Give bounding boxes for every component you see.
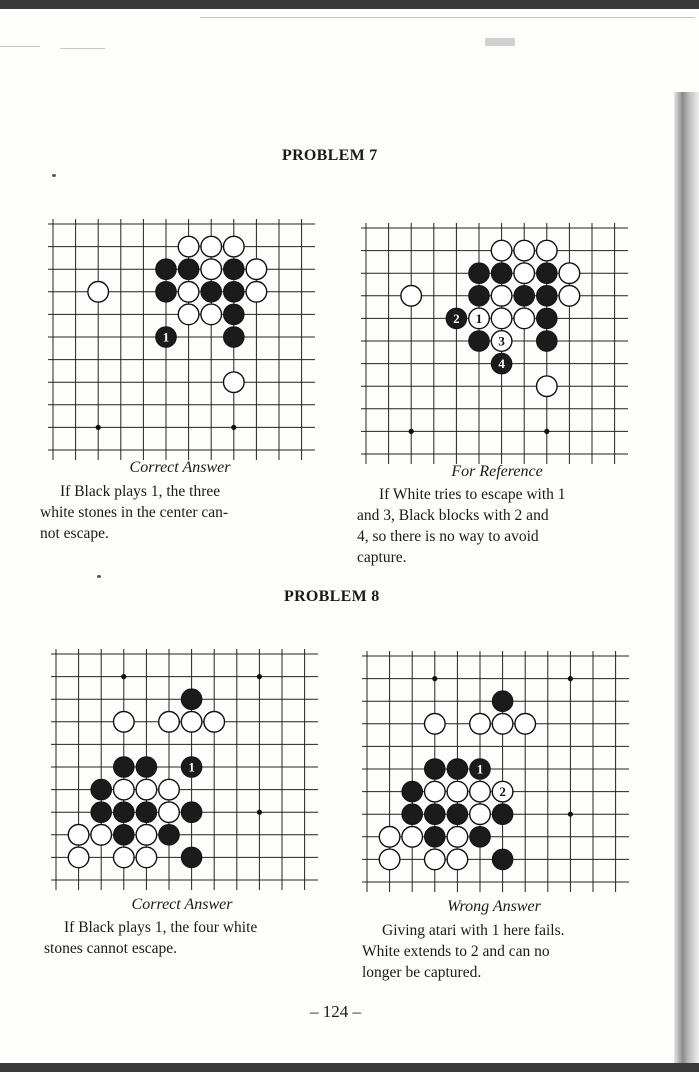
- black-stone: [181, 802, 202, 823]
- scan-artifact-blot: [485, 38, 515, 46]
- white-stone: [470, 804, 491, 825]
- black-stone: [159, 825, 180, 846]
- caption-line: not escape.: [40, 525, 109, 542]
- black-stone: [201, 282, 222, 303]
- caption-body: [357, 484, 657, 568]
- caption-line: longer be captured.: [362, 964, 482, 981]
- page-number: – 124 –: [310, 1002, 361, 1021]
- scan-artifact-line: [0, 46, 40, 47]
- scan-artifact-line: [200, 17, 695, 18]
- viewer-top-bar: [0, 0, 699, 9]
- black-stone: [537, 308, 558, 329]
- stone-move-label: 2: [453, 310, 460, 326]
- caption-body: [40, 481, 330, 544]
- white-stone: [201, 236, 222, 257]
- white-stone: [181, 712, 202, 733]
- caption-body: [44, 917, 334, 959]
- caption-title: Correct Answer: [131, 896, 233, 913]
- star-point: [409, 429, 414, 434]
- star-point: [432, 676, 437, 681]
- black-stone: [425, 804, 446, 825]
- white-stone: [159, 802, 180, 823]
- black-stone: [469, 331, 490, 352]
- white-stone: [246, 259, 267, 280]
- star-point: [121, 674, 126, 679]
- go-board-problem7-reference: [360, 222, 628, 464]
- star-point: [568, 676, 573, 681]
- black-stone: [224, 304, 245, 325]
- white-stone: [514, 263, 535, 284]
- stone-move-label: 1: [162, 329, 170, 345]
- white-stone: [425, 781, 446, 802]
- viewer-bottom-bar: [0, 1063, 699, 1072]
- white-stone: [447, 849, 468, 870]
- white-stone: [136, 779, 157, 800]
- black-stone: [514, 286, 535, 307]
- caption-line: and 3, Black blocks with 2 and: [357, 507, 549, 524]
- star-point: [96, 425, 101, 430]
- white-stone: [224, 372, 245, 393]
- board-grid: [48, 219, 315, 460]
- black-stone: [224, 327, 245, 348]
- caption-line: If Black plays 1, the three: [60, 483, 221, 500]
- caption-line: White extends to 2 and can no: [362, 943, 550, 960]
- white-stone: [425, 714, 446, 735]
- black-stone: [470, 827, 491, 848]
- caption-line: Giving atari with 1 here fails.: [382, 922, 565, 939]
- white-stone: [491, 240, 512, 261]
- black-stone: [91, 779, 112, 800]
- white-stone: [159, 712, 180, 733]
- black-stone: [156, 282, 177, 303]
- black-stone: [181, 847, 202, 868]
- white-stone: [491, 286, 512, 307]
- star-point: [231, 425, 236, 430]
- white-stone: [425, 849, 446, 870]
- go-board-problem7-correct: [47, 218, 315, 460]
- white-stone: [114, 712, 135, 733]
- white-stone: [402, 827, 423, 848]
- white-stone: [178, 282, 199, 303]
- white-stone: [537, 376, 558, 397]
- black-stone: [492, 691, 513, 712]
- black-stone: [402, 804, 423, 825]
- caption-line: 4, so there is no way to avoid: [357, 528, 539, 545]
- white-stone: [537, 240, 558, 261]
- black-stone: [136, 757, 157, 778]
- caption-line: If Black plays 1, the four white: [64, 919, 258, 936]
- white-stone: [515, 714, 536, 735]
- stone-move-label: 4: [498, 356, 505, 372]
- black-stone: [492, 804, 513, 825]
- black-stone: [425, 827, 446, 848]
- white-stone: [492, 714, 513, 735]
- white-stone: [114, 779, 135, 800]
- black-stone: [491, 263, 512, 284]
- go-board-problem8-correct: [50, 648, 318, 890]
- caption-line: white stones in the center can-: [40, 504, 229, 521]
- white-stone: [470, 781, 491, 802]
- go-board-problem8-wrong: [361, 650, 629, 892]
- white-stone: [514, 240, 535, 261]
- black-stone: [447, 759, 468, 780]
- white-stone: [68, 847, 89, 868]
- page-edge-shadow: [674, 92, 699, 1063]
- white-stone: [201, 304, 222, 325]
- problem-8-heading: PROBLEM 8: [284, 588, 380, 605]
- white-stone: [178, 304, 199, 325]
- stone-move-label: 2: [499, 784, 506, 800]
- caption-title: Correct Answer: [129, 459, 231, 476]
- white-stone: [68, 825, 89, 846]
- caption-line: capture.: [357, 549, 407, 566]
- black-stone: [469, 286, 490, 307]
- white-stone: [178, 236, 199, 257]
- black-stone: [402, 781, 423, 802]
- stone-move-label: 1: [188, 759, 195, 775]
- white-stone: [204, 712, 225, 733]
- black-stone: [181, 689, 202, 710]
- white-stone: [114, 847, 135, 868]
- white-stone: [88, 282, 109, 303]
- star-point: [544, 429, 549, 434]
- black-stone: [537, 263, 558, 284]
- black-stone: [114, 802, 135, 823]
- black-stone: [136, 802, 157, 823]
- white-stone: [401, 286, 422, 307]
- star-point: [257, 674, 262, 679]
- black-stone: [425, 759, 446, 780]
- white-stone: [447, 827, 468, 848]
- black-stone: [178, 259, 199, 280]
- black-stone: [114, 757, 135, 778]
- stone-move-label: 1: [475, 310, 483, 326]
- white-stone: [136, 825, 157, 846]
- caption-title: Wrong Answer: [447, 898, 541, 915]
- scan-speck: [52, 174, 56, 177]
- white-stone: [379, 827, 400, 848]
- caption-line: If White tries to escape with 1: [379, 486, 566, 503]
- star-point: [568, 812, 573, 817]
- black-stone: [537, 331, 558, 352]
- white-stone: [379, 849, 400, 870]
- white-stone: [91, 825, 112, 846]
- white-stone: [447, 781, 468, 802]
- black-stone: [114, 825, 135, 846]
- white-stone: [246, 282, 267, 303]
- white-stone: [136, 847, 157, 868]
- scan-speck: [97, 575, 101, 578]
- problem-7-heading: PROBLEM 7: [282, 147, 378, 164]
- black-stone: [447, 804, 468, 825]
- caption-title: For Reference: [451, 463, 543, 480]
- white-stone: [159, 779, 180, 800]
- black-stone: [224, 282, 245, 303]
- stone-move-label: 3: [498, 333, 505, 349]
- white-stone: [201, 259, 222, 280]
- black-stone: [469, 263, 490, 284]
- black-stone: [492, 849, 513, 870]
- white-stone: [514, 308, 535, 329]
- white-stone: [491, 308, 512, 329]
- stone-move-label: 1: [476, 761, 484, 777]
- white-stone: [559, 286, 580, 307]
- white-stone: [470, 714, 491, 735]
- star-point: [257, 810, 262, 815]
- white-stone: [559, 263, 580, 284]
- black-stone: [156, 259, 177, 280]
- scan-artifact-line: [60, 48, 105, 49]
- white-stone: [224, 236, 245, 257]
- caption-body: [362, 920, 662, 983]
- black-stone: [224, 259, 245, 280]
- caption-line: stones cannot escape.: [44, 940, 177, 957]
- black-stone: [91, 802, 112, 823]
- black-stone: [537, 286, 558, 307]
